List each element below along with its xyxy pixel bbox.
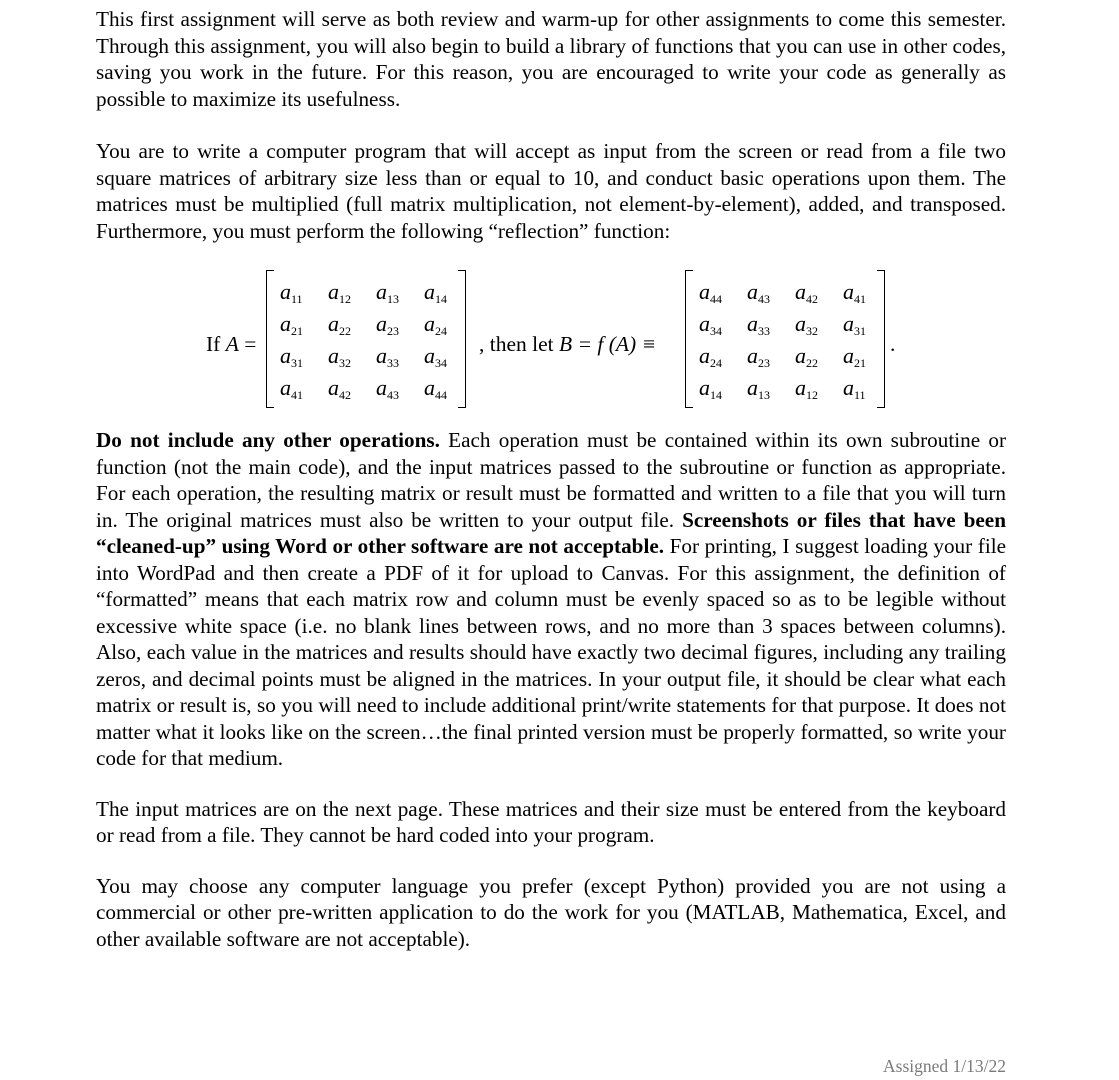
matrix-a-element: $a_{33}$: [376, 343, 399, 370]
matrix-b-element: $a_{22}$: [795, 343, 818, 370]
matrix-b-element-index: 31: [854, 324, 866, 338]
matrix-b-element-index: 13: [758, 388, 770, 402]
matrix-a-element: $a_{22}$: [328, 311, 351, 338]
matrix-a-element: $a_{42}$: [328, 375, 351, 402]
assignment-document: [96, 6, 1006, 952]
matrix-b-element-index: 22: [806, 356, 818, 370]
matrix-b-element: $a_{11}$: [843, 375, 866, 402]
matrix-a-element-index: 24: [435, 324, 447, 338]
matrix-a-element: $a_{24}$: [424, 311, 447, 338]
matrix-a: [266, 270, 466, 406]
matrix-b-element-index: 21: [854, 356, 866, 370]
matrix-a-element: $a_{11}$: [280, 279, 303, 306]
operations-paragraph: Do not include any other operations. Each operation must be contained within its own subroutine or function (not the main code), and the input matrices passed to the subroutine or function as appropriate. For each operation, the resulting matrix or result must be formatted and written to a file that you will turn in. The original matrices must also be written to your output file. Screenshots or files that have been “cleaned-up” using Word or other software are not acceptable. For printing, I suggest loading your file into WordPad and then create a PDF of it for upload to Canvas. For this assignment, the definition of “formatted” means that each matrix row and column must be evenly spaced so as to be legible without excessive white space (i.e. no blank lines between rows, and no more than 3 spaces between columns). Also, each value in the matrices and results should have exactly two decimal figures, including any trailing zeros, and decimal points must be aligned in the matrices. In your output file, it should be clear what each matrix or result is, so you will need to include additional print/write statements for that purpose. It does not matter what it looks like on the screen…the final printed version must be properly formatted, so write your code for that medium.: [96, 428, 1007, 770]
matrix-b-element: $a_{21}$: [843, 343, 866, 370]
matrix-b-element-index: 33: [758, 324, 770, 338]
matrix-a-element-index: 12: [339, 292, 351, 306]
matrix-b-element: $a_{12}$: [795, 375, 818, 402]
matrix-b-element-index: 23: [758, 356, 770, 370]
matrix-b-element: $a_{23}$: [747, 343, 770, 370]
matrix-a-element: $a_{43}$: [376, 375, 399, 402]
matrix-a-element: $a_{32}$: [328, 343, 351, 370]
matrix-a-element: $a_{34}$: [424, 343, 447, 370]
matrix-a-element-index: 22: [339, 324, 351, 338]
reflection-equation: [96, 262, 1006, 427]
matrix-b-element-index: 12: [806, 388, 818, 402]
matrix-b-element: $a_{44}$: [699, 279, 722, 306]
matrix-b-element: $a_{31}$: [843, 311, 866, 338]
matrix-a-element-index: 14: [435, 292, 447, 306]
equation-then-label: , then let B = f (A) ≡: [479, 332, 657, 356]
matrix-a-element-index: 34: [435, 356, 447, 370]
input-paragraph: The input matrices are on the next page. These matrices and their size must be entered from the keyboard or read from a file. They cannot be hard coded into your program.: [96, 796, 1006, 847]
task-paragraph: You are to write a computer program that will accept as input from the screen or read from a file two square matrices of arbitrary size less than or equal to 10, and conduct basic operations upon them. The matrices must be multiplied (full matrix multiplication, not element-by-element), added, and transposed. Furthermore, you must perform the following “reflection” function:: [96, 139, 1006, 243]
matrix-b-element-index: 41: [854, 292, 866, 306]
matrix-b-element: $a_{42}$: [795, 279, 818, 306]
matrix-b-element-index: 43: [758, 292, 770, 306]
matrix-b-grid: [699, 276, 891, 404]
matrix-a-element: $a_{41}$: [280, 375, 303, 402]
matrix-a-element: $a_{23}$: [376, 311, 399, 338]
matrix-a-element: $a_{21}$: [280, 311, 303, 338]
matrix-b-element: $a_{33}$: [747, 311, 770, 338]
matrix-a-element: $a_{12}$: [328, 279, 351, 306]
matrix-a-element: $a_{14}$: [424, 279, 447, 306]
equation-end-period: .: [890, 332, 896, 356]
matrix-b-element: $a_{24}$: [699, 343, 722, 370]
matrix-a-element-index: 41: [291, 388, 303, 402]
intro-paragraph: This first assignment will serve as both review and warm-up for other assignments to come this semester. Through this assignment, you will also begin to build a library of functions that you can use in other codes, saving you work in the future. For this reason, you are encouraged to write your code as generally as possible to maximize its usefulness.: [96, 7, 1006, 111]
matrix-b-element-index: 34: [710, 324, 722, 338]
matrix-b-element-index: 32: [806, 324, 818, 338]
matrix-a-element: $a_{13}$: [376, 279, 399, 306]
matrix-a-element-index: 31: [291, 356, 303, 370]
matrix-a-element: $a_{44}$: [424, 375, 447, 402]
matrix-b-element-index: 14: [710, 388, 722, 402]
matrix-b-element-index: 42: [806, 292, 818, 306]
matrix-b-element: $a_{14}$: [699, 375, 722, 402]
matrix-a-element-index: 23: [387, 324, 399, 338]
matrix-a-element-index: 44: [435, 388, 447, 402]
matrix-a-element-index: 33: [387, 356, 399, 370]
matrix-a-element-index: 11: [291, 292, 303, 306]
matrix-a-element-index: 13: [387, 292, 399, 306]
matrix-b-element: $a_{43}$: [747, 279, 770, 306]
matrix-a-element-index: 42: [339, 388, 351, 402]
language-paragraph: You may choose any computer language you prefer (except Python) provided you are not using a commercial or other pre-written application to do the work for you (MATLAB, Mathematica, Excel, and other available software are not acceptable).: [96, 873, 1006, 951]
matrix-a-grid: [280, 276, 472, 404]
matrix-a-element-index: 21: [291, 324, 303, 338]
matrix-a-element-index: 43: [387, 388, 399, 402]
matrix-b-element-index: 11: [854, 388, 866, 402]
matrix-b-element-index: 44: [710, 292, 722, 306]
screenshots-bold-notice: Screenshots or files that have been “cleaned-up” using Word or other software are not acceptable.: [96, 507, 1006, 558]
assigned-date: Assigned 1/13/22: [883, 1056, 1006, 1076]
matrix-a-element: $a_{31}$: [280, 343, 303, 370]
matrix-b-element-index: 24: [710, 356, 722, 370]
matrix-b: [685, 270, 885, 406]
operations-bold-notice: Do not include any other operations.: [96, 428, 440, 452]
matrix-a-element-index: 32: [339, 356, 351, 370]
matrix-b-element: $a_{34}$: [699, 311, 722, 338]
matrix-b-element: $a_{32}$: [795, 311, 818, 338]
equation-if-label: If A =: [206, 332, 257, 356]
matrix-b-element: $a_{13}$: [747, 375, 770, 402]
matrix-b-element: $a_{41}$: [843, 279, 866, 306]
